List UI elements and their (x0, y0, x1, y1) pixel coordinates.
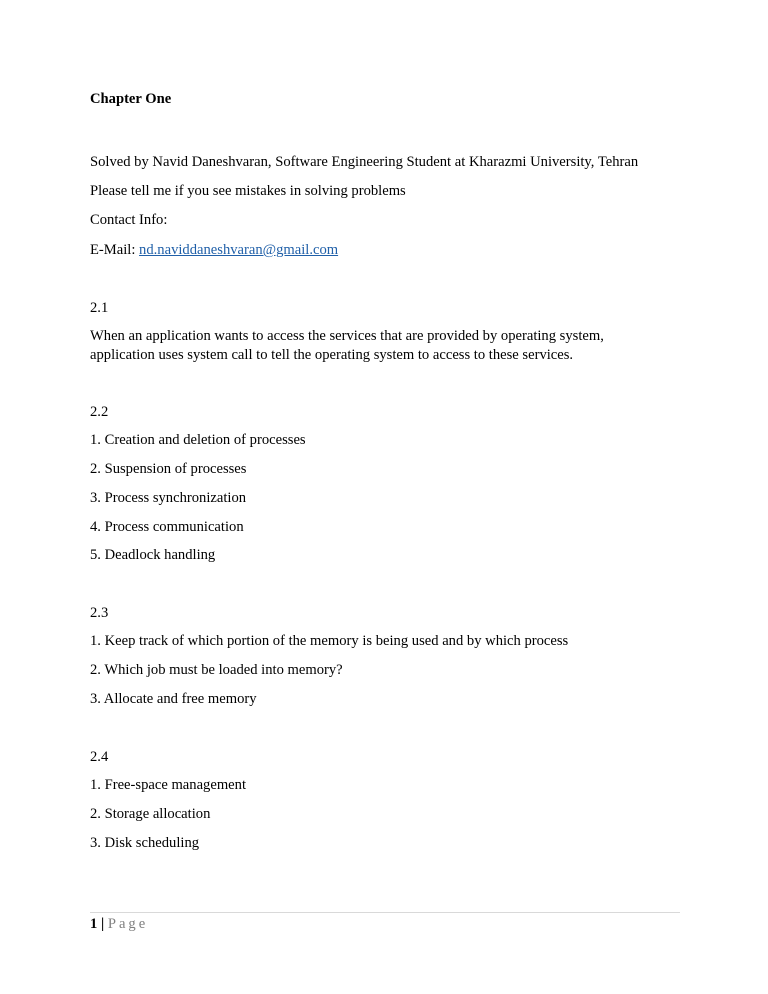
page-number: 1 (90, 916, 98, 932)
section-heading-2-3: 2.3 (90, 605, 109, 621)
email-label: E-Mail: (90, 242, 140, 258)
page-footer (90, 914, 148, 934)
list-item: 1. Free-space management (90, 777, 246, 793)
section-2-1-text-line: When an application wants to access the services that are provided by operating system, (90, 328, 604, 344)
list-item: 2. Suspension of processes (90, 461, 247, 477)
section-heading-2-2: 2.2 (90, 404, 109, 420)
email-link[interactable]: nd.naviddaneshvaran@gmail.com (139, 242, 339, 258)
request-line: Please tell me if you see mistakes in solving problems (90, 183, 406, 199)
section-heading-2-1: 2.1 (90, 300, 109, 316)
author-line: Solved by Navid Daneshvaran, Software Engineering Student at Kharazmi University, Tehran (90, 154, 639, 170)
list-item: 1. Creation and deletion of processes (90, 432, 306, 448)
list-item: 3. Allocate and free memory (90, 691, 257, 707)
contact-label: Contact Info: (90, 212, 168, 228)
email-line (90, 240, 338, 260)
list-item: 5. Deadlock handling (90, 547, 216, 563)
section-heading-2-4: 2.4 (90, 749, 109, 765)
list-item: 2. Storage allocation (90, 806, 211, 822)
list-item: 1. Keep track of which portion of the memory is being used and by which process (90, 633, 569, 649)
list-item: 4. Process communication (90, 519, 244, 535)
list-item: 3. Disk scheduling (90, 835, 200, 851)
list-item: 3. Process synchronization (90, 490, 247, 506)
footer-separator: | (100, 916, 105, 932)
list-item: 2. Which job must be loaded into memory? (90, 662, 343, 678)
section-2-1-text-line: application uses system call to tell the operating system to access to these services. (90, 347, 574, 363)
footer-divider (90, 912, 680, 913)
page-label: Page (107, 916, 149, 932)
chapter-title: Chapter One (90, 91, 172, 107)
